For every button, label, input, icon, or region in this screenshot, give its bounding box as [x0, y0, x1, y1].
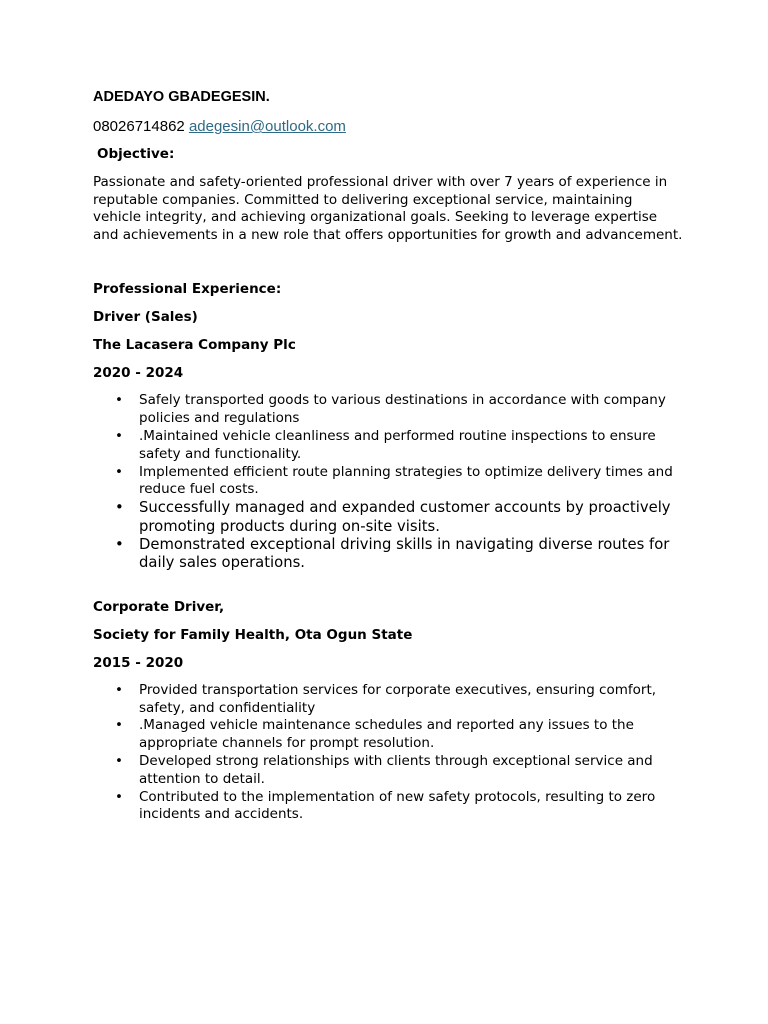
bullet-icon: •: [115, 752, 123, 769]
job-period: 2020 - 2024: [93, 365, 184, 382]
bullet-text: .Maintained vehicle cleanliness and performed routine inspections to ensure safety and functionality.: [139, 427, 656, 462]
job-entry: [93, 599, 683, 824]
resume-page: [93, 88, 683, 824]
list-item: [93, 392, 683, 428]
bullet-icon: •: [115, 717, 123, 734]
bullet-icon: •: [115, 499, 124, 517]
job-bullet-list: [93, 682, 683, 824]
contact-line: [93, 118, 683, 136]
bullet-icon: •: [115, 427, 123, 444]
list-item: [93, 789, 683, 825]
job-entry: [93, 309, 683, 572]
bullet-text: Demonstrated exceptional driving skills in navigating diverse routes for daily sales operations.: [139, 535, 670, 572]
job-title: Driver (Sales): [93, 309, 198, 326]
phone-number: 08026714862: [93, 118, 185, 135]
bullet-text: Contributed to the implementation of new safety protocols, resulting to zero incidents and accidents.: [139, 788, 656, 823]
bullet-icon: •: [115, 463, 123, 480]
list-item: [93, 717, 683, 753]
bullet-text: Safely transported goods to various destinations in accordance with company policies and regulations: [139, 392, 666, 427]
bullet-text: .Managed vehicle maintenance schedules and reported any issues to the appropriate channels for prompt resolution.: [139, 717, 634, 752]
bullet-icon: •: [115, 788, 123, 805]
objective-text: Passionate and safety-oriented professional driver with over 7 years of experience in reputable companies. Committed to delivering exceptional service, maintaining vehicle integrity, and achieving organizational goals. Seeking to leverage expertise and achievements in a new role that offers opportunities for growth and advancement.: [93, 174, 683, 243]
bullet-icon: •: [115, 535, 124, 553]
list-item: [93, 464, 683, 500]
job-bullet-list: [93, 392, 683, 572]
job-period: 2015 - 2020: [93, 654, 184, 671]
candidate-name: ADEDAYO GBADEGESIN.: [93, 89, 270, 105]
bullet-icon: •: [115, 392, 123, 409]
job-title: Corporate Driver,: [93, 598, 225, 615]
objective-heading: Objective:: [97, 146, 175, 162]
list-item: [93, 428, 683, 464]
list-item: [93, 682, 683, 718]
bullet-text: Developed strong relationships with clients through exceptional service and attention to detail.: [139, 752, 653, 787]
bullet-text: Implemented efficient route planning strategies to optimize delivery times and reduce fuel costs.: [139, 463, 673, 498]
experience-heading: Professional Experience:: [93, 281, 282, 298]
bullet-text: Successfully managed and expanded customer accounts by proactively promoting products during on-site visits.: [139, 499, 671, 535]
job-company: Society for Family Health, Ota Ogun State: [93, 626, 413, 643]
email-link[interactable]: adegesin@outlook.com: [188, 118, 346, 135]
bullet-text: Provided transportation services for corporate executives, ensuring comfort, safety, and confidentiality: [139, 681, 657, 716]
bullet-icon: •: [115, 681, 123, 698]
job-company: The Lacasera Company Plc: [93, 337, 296, 354]
list-item: [93, 753, 683, 789]
list-item: [93, 536, 683, 573]
list-item: [93, 499, 683, 536]
